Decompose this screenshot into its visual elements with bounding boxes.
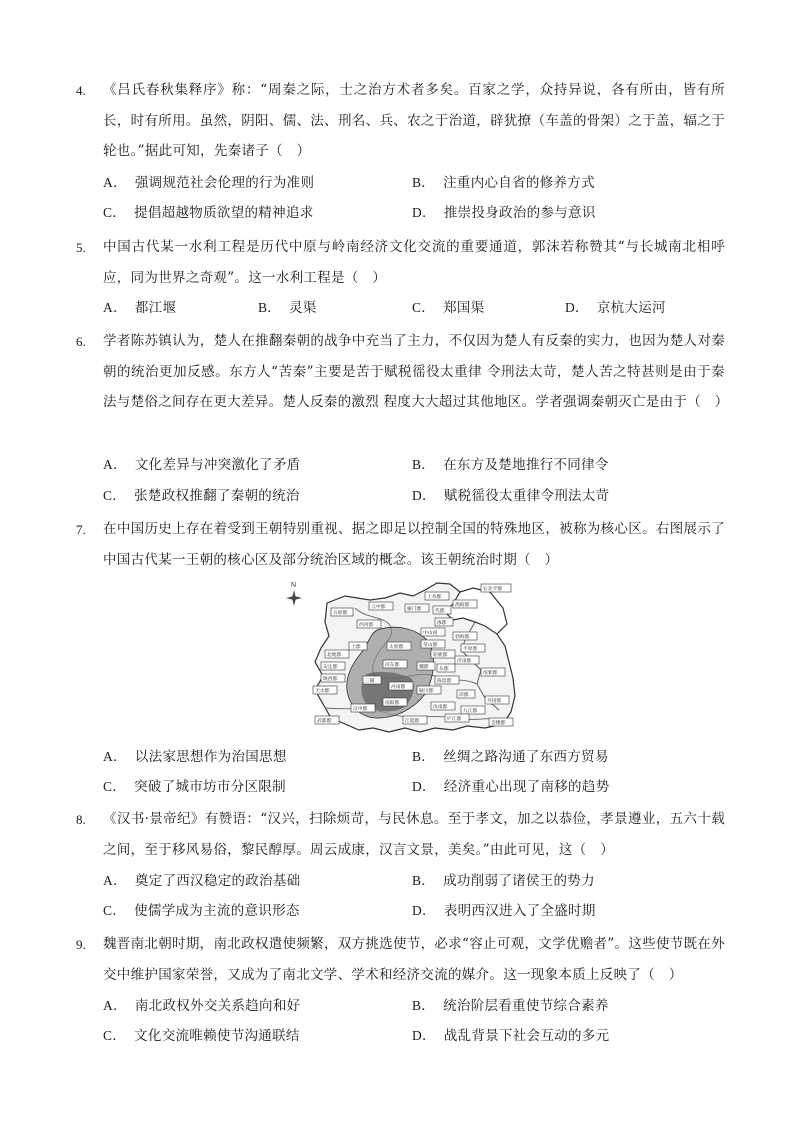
svg-text:天水郡: 天水郡 <box>315 689 330 694</box>
svg-text:中山国: 中山国 <box>423 631 438 636</box>
option-b[interactable]: B． 注重内心自省的修养方式 <box>412 175 595 191</box>
svg-text:渔阳郡: 渔阳郡 <box>455 603 470 608</box>
option-d[interactable]: D． 经济重心出现了南移的趋势 <box>412 779 610 795</box>
option-c[interactable]: C． 突破了城市坊市分区限制 <box>103 779 286 795</box>
svg-text:涿郡: 涿郡 <box>437 621 447 626</box>
svg-text:九江郡: 九江郡 <box>463 709 478 714</box>
svg-text:安定郡: 安定郡 <box>323 665 338 670</box>
svg-text:太原郡: 太原郡 <box>389 645 404 650</box>
svg-text:颍川郡: 颍川郡 <box>419 689 434 694</box>
question-number: 8. <box>76 812 86 827</box>
svg-text:N: N <box>291 582 297 589</box>
question-number: 5. <box>76 240 86 255</box>
question-number: 7. <box>76 522 86 537</box>
option-a[interactable]: A． 文化差异与冲突激化了矛盾 <box>103 457 301 473</box>
svg-text:汉中郡: 汉中郡 <box>353 707 368 712</box>
svg-text:济南郡: 济南郡 <box>457 659 472 664</box>
question-number: 9. <box>76 937 86 952</box>
option-c[interactable]: C． 张楚政权推翻了秦朝的统治 <box>103 488 300 504</box>
svg-text:西河郡: 西河郡 <box>359 623 374 628</box>
svg-text:上谷郡: 上谷郡 <box>427 595 442 600</box>
question-number: 4. <box>76 83 86 98</box>
option-d[interactable]: D． 推崇投身政治的参与意识 <box>412 205 596 221</box>
option-d[interactable]: D． 表明西汉进入了全盛时期 <box>412 903 596 919</box>
question-stem: 《汉书·景帝纪》有赞语：“汉兴，扫除烦苛，与民休息。至于孝文，加之以恭俭，孝景遵业，五六十载之间，至于移风易俗，黎民醇厚。周云成康，汉言文景，美矣。”由此可见，这（ ） <box>103 811 725 858</box>
svg-text:常山郡: 常山郡 <box>423 643 438 648</box>
option-b[interactable]: B． 在东方及楚地推行不同律令 <box>412 457 609 473</box>
option-b[interactable]: B． 统治阶层看重使节综合素养 <box>412 998 609 1014</box>
svg-text:平原郡: 平原郡 <box>463 647 478 652</box>
option-a[interactable]: A． 都江堰 <box>103 300 177 316</box>
question-stem: 在中国历史上存在着受到王朝特别重视、据之即足以控制全国的特殊地区，被称为核心区。右图展示了中国古代某一王朝的核心区及部分统治区域的概念。该王朝统治时期（ ） <box>103 521 725 568</box>
question-stem: 学者陈苏镇认为，楚人在推翻秦朝的战争中充当了主力，不仅因为楚人有反秦的实力，也因为楚人对秦朝的统治更加反感。东方人“苦秦”主要是苦于赋税徭役太重律 令刑法太苛，楚人苦之特甚则是由于秦法与楚俗之间存在更大差异。楚人反秦的激烈 程度大大超过其他地区。学者强调秦朝灭亡是由于（ ） <box>103 333 729 410</box>
svg-text:云中郡: 云中郡 <box>371 605 386 610</box>
question-stem: 《吕氏春秋集释序》称：“周秦之际，士之治方术者多矣。百家之学，众持异说，各有所由，皆有所长，时有所用。虽然，阴阳、儒、法、刑名、兵、农之于治道，辟犹撩（车盖的骨架）之于盖，辐之于轮也。”据此可知，先秦诸子（ ） <box>103 82 725 159</box>
svg-text:钜鹿郡: 钜鹿郡 <box>433 653 448 658</box>
svg-text:会稽郡: 会稽郡 <box>491 721 506 726</box>
svg-text:雁门郡: 雁门郡 <box>407 607 422 612</box>
svg-text:庐江郡: 庐江郡 <box>447 717 462 722</box>
option-a[interactable]: A． 强调规范社会伦理的行为准则 <box>103 175 315 191</box>
svg-text:东郡: 东郡 <box>439 667 449 672</box>
option-a[interactable]: A． 以法家思想作为治国思想 <box>103 749 287 765</box>
option-a[interactable]: A． 奠定了西汉稳定的政治基础 <box>103 873 301 889</box>
option-d[interactable]: D． 赋税徭役太重律令刑法太苛 <box>412 488 610 504</box>
question-number: 6. <box>76 334 86 349</box>
svg-text:武都郡: 武都郡 <box>317 719 332 724</box>
option-b[interactable]: B． 灵渠 <box>258 300 317 316</box>
svg-text:陈留郡: 陈留郡 <box>437 679 452 684</box>
svg-text:魏郡: 魏郡 <box>419 665 429 670</box>
svg-text:五原郡: 五原郡 <box>333 611 348 616</box>
svg-text:琅邪郡: 琅邪郡 <box>483 671 498 676</box>
svg-text:北地郡: 北地郡 <box>327 653 342 658</box>
svg-text:河南郡: 河南郡 <box>391 685 406 690</box>
svg-text:陇西郡: 陇西郡 <box>323 677 338 682</box>
svg-text:右北平郡: 右北平郡 <box>483 587 503 592</box>
option-d[interactable]: D． 京杭大运河 <box>565 300 666 316</box>
svg-text:勃海郡: 勃海郡 <box>455 635 470 640</box>
option-c[interactable]: C． 提倡超越物质欲望的精神追求 <box>103 205 314 221</box>
option-c[interactable]: C． 使儒学成为主流的意识形态 <box>103 903 300 919</box>
svg-text:三辅: 三辅 <box>365 679 375 684</box>
option-c[interactable]: C． 郑国渠 <box>412 300 485 316</box>
option-d[interactable]: D． 战乱背景下社会互动的多元 <box>412 1028 610 1044</box>
option-b[interactable]: B． 丝绸之路沟通了东西方贸易 <box>412 749 609 765</box>
svg-text:江夏郡: 江夏郡 <box>405 719 420 724</box>
svg-text:汝南郡: 汝南郡 <box>433 705 448 710</box>
svg-text:代郡: 代郡 <box>435 609 445 614</box>
svg-text:丹扬郡: 丹扬郡 <box>487 699 502 704</box>
option-c[interactable]: C． 文化交流唯赖使节沟通联结 <box>103 1028 300 1044</box>
question-stem: 中国古代某一水利工程是历代中原与岭南经济文化交流的重要通道，郭沫若称赞其“与长城南北相呼应，同为世界之奇观”。这一水利工程是（ ） <box>103 239 725 286</box>
svg-text:南阳郡: 南阳郡 <box>385 701 400 706</box>
svg-text:沛郡: 沛郡 <box>459 693 469 698</box>
svg-text:上郡: 上郡 <box>351 645 361 650</box>
option-a[interactable]: A． 南北政权外交关系趋向和好 <box>103 998 301 1014</box>
question-stem: 魏晋南北朝时期，南北政权遣使频繁，双方挑选使节，必求“容止可观，文学优赡者”。这些使节既在外交中维护国家荣誉，又成为了南北文学、学术和经济交流的媒介。这一现象本质上反映了（ ） <box>103 936 725 983</box>
option-b[interactable]: B． 成功削弱了诸侯王的势力 <box>412 873 595 889</box>
svg-text:河东郡: 河东郡 <box>385 663 400 668</box>
core-region-map <box>285 578 518 738</box>
